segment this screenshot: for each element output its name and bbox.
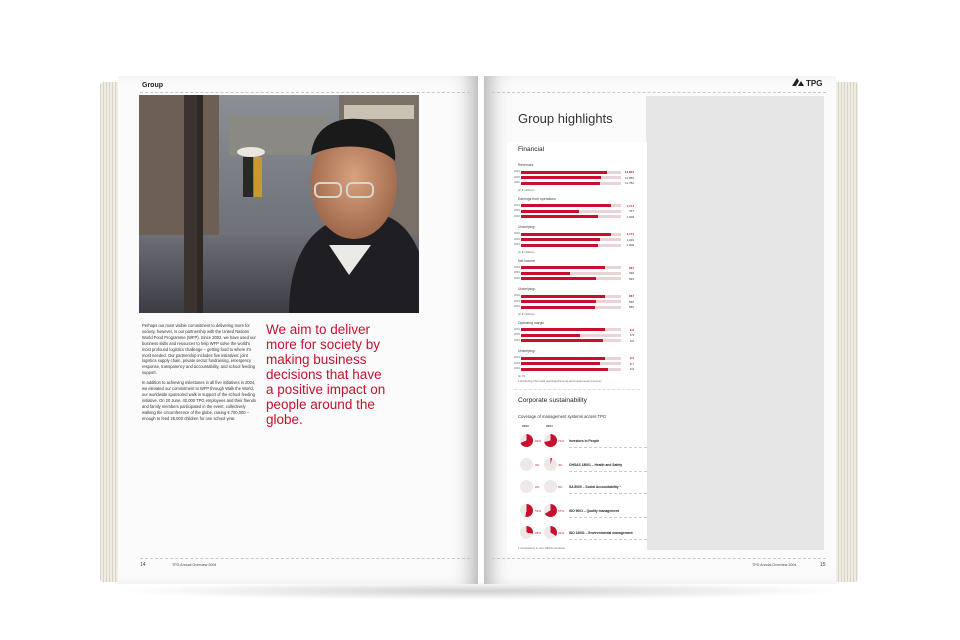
bar-year: 2004 (514, 356, 520, 359)
bar-fill (521, 176, 601, 179)
page-number-left: 14 (140, 562, 146, 568)
bar-year: 2002 (514, 243, 520, 246)
bar-row (514, 294, 634, 298)
bar-row (514, 328, 634, 332)
bar-value: 667 (628, 265, 634, 270)
pie-percent-2003: 53% (535, 509, 542, 513)
bar-track (521, 176, 621, 179)
bar-value: 9.2 (629, 356, 634, 360)
bar-value: 12,823 (624, 170, 634, 174)
bar-row (514, 300, 634, 304)
bar-fill (521, 238, 600, 241)
bar-track (521, 357, 621, 360)
metric-label: Underlying¹ (518, 349, 536, 353)
bar-value: 9.2 (629, 327, 634, 332)
bar-fill (521, 272, 570, 275)
bar-track (521, 182, 621, 185)
bar-value: 6.5 (629, 333, 634, 337)
bar-value: 9.6 (629, 367, 634, 371)
bar-year: 2003 (514, 209, 520, 212)
sustainability-label: Investors in People (569, 439, 600, 443)
section-label: Group (142, 82, 163, 89)
pie-percent-2004: 71% (558, 439, 565, 443)
bar-track (521, 171, 621, 174)
bar-fill (521, 306, 595, 309)
sustainability-heading: Corporate sustainability (518, 397, 587, 404)
bar-row (514, 170, 634, 174)
pie-percent-2003: 0% (535, 485, 540, 489)
bar-track (521, 339, 621, 342)
metric-label: Net income (518, 258, 536, 263)
bar-row (514, 266, 634, 270)
pie-percent-2004: 4% (558, 463, 563, 467)
bar-year: 2003 (514, 361, 520, 365)
pie-chart-2003 (520, 434, 533, 447)
bar-fill (521, 300, 596, 303)
tpg-logo (792, 78, 822, 88)
tpg-logo-text: TPG (806, 78, 823, 88)
metric-label: Revenues (518, 163, 534, 167)
bar-year: 2003 (514, 175, 520, 179)
body-paragraph: In addition to achieving milestones in all five initiatives in 2004, we elevated our commitment to WFP through Walk the World, our worldwide sponsored walk in support of the school feeding initiative. On 20 June, 40,000 TPG employees and their friends and family members participated in the event, collectively walking the circumference of the globe, raising € 700,000 – enough to feed 25,000 children for one school year. (142, 380, 256, 421)
bar-year: 2002 (514, 367, 520, 370)
bar-track (521, 334, 621, 337)
bar-value: 8.7 (629, 361, 634, 366)
tpg-logo-icon (792, 78, 804, 88)
bar-value: 390 (628, 271, 634, 275)
bar-value: 9.0 (629, 338, 634, 343)
bar-fill (521, 215, 598, 218)
bar-value: 667 (628, 294, 634, 298)
sustainability-row (512, 432, 646, 452)
metric-label: Operating margin (518, 320, 545, 325)
bar-track (521, 233, 621, 236)
footer-rule-right (492, 558, 826, 559)
bar-fill (521, 334, 580, 337)
sustainability-row (512, 524, 646, 544)
bar-value: 585 (628, 305, 634, 309)
bar-value: 1,008 (626, 243, 634, 247)
bar-track (521, 238, 621, 241)
bar-fill (521, 295, 605, 298)
sustainability-row (512, 478, 646, 498)
bar-track (521, 300, 621, 303)
pie-chart-2004 (544, 526, 557, 539)
bar-row (514, 277, 634, 281)
pie-chart-2003 (520, 480, 533, 493)
bar-value: 11,866 (625, 175, 634, 180)
metric-label: Underlying¹ (518, 287, 536, 291)
pie-chart-2004 (544, 434, 557, 447)
bar-fill (521, 182, 600, 185)
bar-row (514, 333, 634, 337)
bar-fill (521, 233, 611, 236)
card-divider (514, 389, 640, 390)
book-shadow (110, 582, 850, 600)
bar-year: 2004 (514, 170, 520, 173)
header-rule-right (492, 92, 826, 93)
bar-year: 2004 (514, 203, 520, 207)
sustainability-label: ISO 9001 – Quality management (569, 509, 620, 513)
header-rule (140, 92, 470, 93)
bar-track (521, 328, 621, 331)
bar-row (514, 271, 634, 275)
bar-row (514, 339, 634, 343)
bar-fill (521, 357, 605, 360)
bar-year: 2004 (514, 265, 520, 269)
bar-value: 1,008 (626, 214, 634, 219)
sustainability-footnote: 1 Compulsory in non-OECD countries (518, 546, 565, 550)
bar-year: 2002 (514, 181, 520, 184)
bar-track (521, 295, 621, 298)
year-header-b: 2004 (546, 424, 553, 428)
bar-track (521, 266, 621, 269)
bar-track (521, 306, 621, 309)
bar-year: 2002 (514, 338, 520, 342)
bar-row (514, 243, 634, 247)
bar-fill (521, 328, 605, 331)
bar-year: 2004 (514, 232, 520, 235)
bar-row (514, 232, 634, 236)
bar-fill (521, 171, 607, 174)
bar-row (514, 238, 634, 242)
page-title: Group highlights (518, 111, 613, 126)
pie-percent-2003: 0% (535, 463, 540, 467)
unit-note: (in € millions) (518, 249, 535, 254)
bar-track (521, 368, 621, 371)
bar-row (514, 362, 634, 366)
pie-percent-2003: 28% (535, 531, 542, 535)
bar-track (521, 210, 621, 213)
bar-fill (521, 244, 598, 247)
sustainability-row (512, 502, 646, 522)
bar-track (521, 272, 621, 275)
street-photo (139, 95, 419, 313)
bar-track (521, 244, 621, 247)
row-divider (569, 447, 647, 448)
bar-fill (521, 368, 608, 371)
bar-row (514, 176, 634, 180)
metric-label: Earnings from operations (518, 196, 556, 201)
bar-value: 767 (628, 209, 634, 213)
bar-row (514, 215, 634, 219)
bar-value: 592 (628, 299, 634, 304)
metric-label: Underlying¹ (518, 225, 536, 229)
bar-row (514, 181, 634, 185)
unit-note: (in € millions) (518, 311, 535, 316)
right-page-edges (836, 82, 858, 582)
bar-track (521, 215, 621, 218)
financial-heading: Financial (518, 146, 545, 153)
pull-quote: We aim to deliver more for society by making business decisions that have a positive impact on people around the globe. (266, 322, 386, 427)
sustainability-label: OHSAS 18001 – Health and Safety (569, 463, 623, 467)
pie-chart-2003 (520, 458, 533, 471)
bar-value: 594 (628, 276, 634, 281)
footer-right: TPG Annual Overview 2004 (752, 563, 797, 567)
bar-year: 2003 (514, 299, 520, 303)
row-divider (569, 517, 647, 518)
bar-fill (521, 204, 611, 207)
body-copy (142, 323, 260, 426)
bar-year: 2002 (514, 214, 520, 218)
row-divider (569, 471, 647, 472)
bar-value: 1,174 (626, 203, 634, 208)
year-header-a: 2003 (522, 424, 529, 428)
bar-year: 2003 (514, 333, 520, 336)
pie-percent-2003: 69% (535, 439, 542, 443)
pie-percent-2004: 34% (558, 531, 565, 535)
sustainability-row (512, 456, 646, 476)
bar-fill (521, 362, 600, 365)
pie-percent-2004: 67% (558, 509, 565, 513)
sustainability-label: SA 8000 – Social Accountability ¹ (569, 485, 621, 489)
bar-row (514, 356, 634, 360)
bar-row (514, 209, 634, 213)
bar-row (514, 204, 634, 208)
row-divider (569, 493, 647, 494)
bar-fill (521, 266, 605, 269)
pie-chart-2004 (544, 458, 557, 471)
pie-chart-2004 (544, 504, 557, 517)
bar-track (521, 204, 621, 207)
bar-track (521, 362, 621, 365)
left-page-edges (100, 82, 120, 582)
bar-value: 11,782 (625, 181, 634, 185)
bar-value: 1,174 (626, 232, 634, 236)
pie-percent-2004: 0% (558, 485, 563, 489)
bar-year: 2004 (514, 294, 520, 297)
body-paragraph: Perhaps our most visible commitment to delivering more for society, however, is our partnership with the United Nations World Food Programme (WFP). Since 2002, we have used our business skills and resources to help WFP solve the world's most profound logistics challenge – getting food to where it's most needed. Our partnership includes five initiatives: joint logistics supply chain, private sector fundraising, emergency response, transparency and accountability, and school feeding support. (142, 323, 256, 376)
bar-year: 2002 (514, 305, 520, 308)
bar-fill (521, 339, 603, 342)
footer-rule (140, 558, 470, 559)
bar-year: 2003 (514, 271, 520, 274)
footer-left: TPG Annual Overview 2004 (172, 563, 217, 567)
bar-fill (521, 210, 579, 213)
bar-track (521, 277, 621, 280)
pie-chart-2004 (544, 480, 557, 493)
bar-year: 2002 (514, 276, 520, 280)
bar-row (514, 305, 634, 309)
sustainability-subheading: Coverage of management systems across TPG (518, 414, 607, 419)
row-divider (569, 539, 647, 540)
sustainability-label: ISO 14001 – Environmental management (569, 531, 633, 535)
unit-note: (in € millions) (518, 187, 535, 192)
financial-footnote: 1 Excluding TGI costs (earnings/income) and impairments (income) (518, 379, 602, 383)
pie-chart-2003 (520, 504, 533, 517)
bar-value: 1,029 (626, 237, 634, 242)
pie-chart-2003 (520, 526, 533, 539)
grey-panel (646, 96, 824, 550)
bar-fill (521, 277, 596, 280)
bar-year: 2003 (514, 237, 520, 241)
unit-note: (in %) (518, 373, 526, 378)
bar-year: 2004 (514, 327, 520, 331)
bar-row (514, 367, 634, 371)
page-number-right: 15 (820, 562, 826, 568)
